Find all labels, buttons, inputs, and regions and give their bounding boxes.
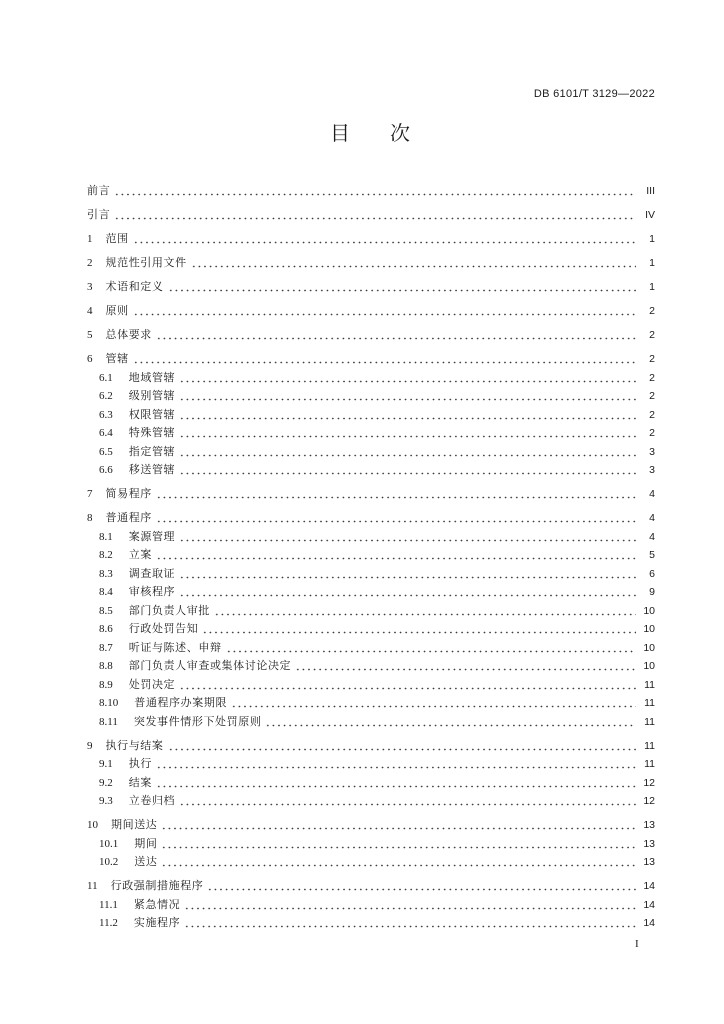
toc-leader-dots [179, 461, 636, 480]
toc-entry-title: 审核程序 [128, 586, 176, 598]
toc-subentry[interactable] [87, 694, 655, 713]
toc-page-number: 11 [644, 758, 655, 770]
toc-entry[interactable] [87, 254, 655, 273]
toc-entry-title: 总体要求 [105, 329, 152, 341]
toc-entry-number: 4 [87, 305, 93, 317]
toc-entry-title: 处罚决定 [128, 678, 176, 691]
toc-entry-number: 6.6 [99, 464, 113, 476]
toc-subentry[interactable] [87, 602, 655, 621]
toc-entry-number: 2 [87, 257, 93, 269]
toc-leader-dots [168, 278, 637, 297]
toc-leader-dots [191, 254, 636, 273]
toc-entry-title: 期间送达 [111, 819, 158, 831]
toc-leader-dots [179, 676, 636, 695]
toc-entry-number: 8.8 [99, 660, 113, 672]
toc-page-number: 2 [649, 427, 655, 439]
toc-entry-number: 10 [87, 819, 98, 831]
toc-subentry[interactable] [87, 443, 655, 462]
toc-leader-dots [202, 620, 636, 639]
toc-page-number: 11 [644, 715, 655, 728]
toc-page-number: 1 [649, 233, 655, 245]
toc-entry-number: 3 [87, 281, 93, 293]
toc-page-number: 13 [643, 856, 655, 868]
toc-entry-title: 特殊管辖 [128, 427, 176, 439]
toc-leader-dots [179, 424, 636, 443]
toc-entry-number: 7 [87, 488, 93, 500]
toc-entry-title: 期间 [134, 837, 158, 850]
toc-page-number: 14 [643, 880, 655, 892]
toc-entry-number: 8.11 [99, 715, 118, 728]
toc-page-number: 3 [649, 464, 655, 476]
toc-entry-number: 9.1 [99, 758, 113, 770]
toc-entry-number: 8.10 [99, 697, 119, 709]
toc-subentry[interactable] [87, 528, 655, 547]
toc-subentry[interactable] [87, 406, 655, 425]
document-code: DB 6101/T 3129—2022 [533, 88, 655, 100]
toc-leader-dots [179, 443, 636, 462]
toc-entry-number: 8.2 [99, 549, 113, 561]
toc-entry-number: 9.3 [99, 795, 113, 807]
toc-subentry[interactable] [87, 565, 655, 584]
toc-leader-dots [168, 737, 637, 756]
toc-leader-dots [179, 528, 636, 547]
toc-subentry[interactable] [87, 792, 655, 811]
toc-page-number: 12 [643, 776, 655, 789]
toc-entry-title: 引言 [87, 209, 111, 221]
toc-entry[interactable] [87, 326, 655, 345]
toc-entry-title: 结案 [128, 776, 152, 789]
toc-leader-dots [184, 896, 636, 915]
toc-leader-dots [156, 546, 636, 565]
toc-entry-number: 6.2 [99, 390, 113, 402]
toc-leader-dots [114, 182, 636, 201]
toc-page-number: 2 [649, 390, 655, 402]
toc-entry[interactable] [87, 230, 655, 249]
toc-entry[interactable] [87, 877, 655, 896]
toc-entry[interactable] [87, 816, 655, 835]
toc-page-number: IV [645, 209, 655, 221]
toc-leader-dots [161, 853, 636, 872]
toc-entry-title: 紧急情况 [133, 898, 181, 911]
toc-entry-title: 实施程序 [133, 917, 181, 929]
toc-entry-title: 管辖 [105, 353, 129, 365]
toc-leader-dots [161, 816, 636, 835]
toc-page-number: 12 [643, 795, 655, 807]
toc-page-number: 14 [643, 898, 655, 911]
toc-leader-dots [231, 694, 636, 713]
toc-entry-number: 6.1 [99, 371, 113, 384]
toc-entry[interactable] [87, 302, 655, 321]
toc-entry-title: 部门负责人审批 [128, 604, 210, 617]
toc-page-number: 11 [644, 739, 655, 752]
toc-leader-dots [214, 602, 636, 621]
toc-subentry[interactable] [87, 853, 655, 872]
toc-entry-number: 6 [87, 353, 93, 365]
toc-entry-number: 8.7 [99, 641, 113, 654]
toc-entry-number: 8.6 [99, 623, 113, 635]
toc-entry-title: 权限管辖 [128, 408, 176, 421]
toc-page-number: 2 [649, 305, 655, 317]
toc-subentry[interactable] [87, 546, 655, 565]
toc-entry-number: 8.1 [99, 530, 113, 543]
toc-leader-dots [156, 509, 636, 528]
toc-page-number: 10 [643, 641, 655, 654]
toc-entry-title: 执行 [128, 758, 152, 770]
toc-subentry[interactable] [87, 676, 655, 695]
toc-page-number: 13 [643, 819, 655, 831]
toc-entry-title: 执行与结案 [105, 739, 164, 752]
toc-entry-title: 送达 [134, 856, 158, 868]
toc-leader-dots [179, 387, 636, 406]
toc-entry-title: 范围 [105, 233, 129, 245]
toc-entry-title: 简易程序 [105, 488, 152, 500]
toc-leader-dots [114, 206, 636, 225]
toc-entry[interactable] [87, 350, 655, 369]
toc-entry-number: 8.5 [99, 604, 113, 617]
toc-page-number: 4 [649, 488, 655, 500]
toc-subentry[interactable] [87, 620, 655, 639]
toc-leader-dots [161, 835, 636, 854]
toc-leader-dots [207, 877, 636, 896]
toc-page-number: 1 [649, 281, 655, 293]
toc-subentry[interactable] [87, 713, 655, 732]
toc-leader-dots [179, 792, 636, 811]
toc-entry-title: 调查取证 [128, 567, 176, 580]
toc-entry[interactable] [87, 509, 655, 528]
toc-leader-dots [156, 485, 636, 504]
toc-page-number: 2 [649, 408, 655, 421]
toc-entry-title: 立卷归档 [128, 795, 176, 807]
toc-page-number: 14 [643, 917, 655, 929]
toc-subentry[interactable] [87, 583, 655, 602]
toc-leader-dots [184, 914, 636, 933]
toc-entry-title: 前言 [87, 185, 111, 197]
toc-entry-number: 9 [87, 739, 93, 752]
toc-entry-number: 9.2 [99, 776, 113, 789]
toc-leader-dots [179, 565, 636, 584]
toc-page-number: 13 [643, 837, 655, 850]
toc-leader-dots [179, 369, 636, 388]
toc-page-number: 5 [649, 549, 655, 561]
toc-entry-title: 普通程序办案期限 [134, 697, 228, 709]
toc-subentry[interactable] [87, 461, 655, 480]
toc-page-number: 10 [643, 604, 655, 617]
toc-page-number: 1 [649, 257, 655, 269]
page-number: I [635, 938, 639, 950]
toc-entry-number: 11.1 [99, 898, 118, 911]
toc-page-number: 11 [644, 697, 655, 709]
page-title: 目 次 [330, 123, 410, 145]
toc-subentry[interactable] [87, 369, 655, 388]
toc-entry-title: 行政强制措施程序 [110, 880, 204, 892]
toc-leader-dots [156, 755, 636, 774]
toc-page-number: 2 [649, 371, 655, 384]
toc-page-number: III [646, 185, 655, 197]
toc-entry[interactable] [87, 737, 655, 756]
toc-leader-dots [295, 657, 636, 676]
toc-subentry[interactable] [87, 639, 655, 658]
toc-page-number: 10 [643, 660, 655, 672]
toc-entry-number: 10.2 [99, 856, 119, 868]
toc-entry-number: 11 [87, 880, 98, 892]
toc-entry-title: 突发事件情形下处罚原则 [133, 715, 262, 728]
toc-subentry[interactable] [87, 387, 655, 406]
toc-leader-dots [156, 774, 636, 793]
toc-entry[interactable] [87, 485, 655, 504]
toc-page-number: 4 [649, 530, 655, 543]
toc-subentry[interactable] [87, 657, 655, 676]
toc-entry-number: 8.9 [99, 678, 113, 691]
toc-subentry[interactable] [87, 914, 655, 933]
toc-entry[interactable] [87, 182, 655, 201]
toc-entry-title: 术语和定义 [105, 281, 164, 293]
toc-leader-dots [265, 713, 636, 732]
toc-page-number: 2 [649, 329, 655, 341]
toc-subentry[interactable] [87, 755, 655, 774]
toc-entry-title: 部门负责人审查或集体讨论决定 [128, 660, 292, 672]
toc-page-number: 10 [643, 623, 655, 635]
toc-page-number: 6 [649, 567, 655, 580]
toc-leader-dots [179, 406, 636, 425]
toc-entry-number: 6.4 [99, 427, 113, 439]
toc-leader-dots [133, 230, 636, 249]
toc-entry-number: 10.1 [99, 837, 119, 850]
toc-entry-title: 规范性引用文件 [105, 257, 187, 269]
toc-leader-dots [133, 302, 636, 321]
toc-leader-dots [156, 326, 636, 345]
toc-leader-dots [226, 639, 636, 658]
table-of-contents [87, 182, 655, 933]
toc-entry-title: 移送管辖 [128, 464, 176, 476]
toc-page-number: 4 [649, 512, 655, 524]
toc-subentry[interactable] [87, 774, 655, 793]
toc-page-number: 9 [649, 586, 655, 598]
toc-entry-title: 行政处罚告知 [128, 623, 199, 635]
toc-page-number: 11 [644, 678, 655, 691]
toc-page-number: 3 [649, 445, 655, 458]
toc-entry-title: 指定管辖 [128, 445, 176, 458]
toc-entry-title: 级别管辖 [128, 390, 176, 402]
toc-entry-number: 6.5 [99, 445, 113, 458]
toc-entry-title: 案源管理 [128, 530, 176, 543]
toc-page-number: 2 [649, 353, 655, 365]
toc-entry-number: 11.2 [99, 917, 118, 929]
toc-leader-dots [179, 583, 636, 602]
toc-entry-number: 8.4 [99, 586, 113, 598]
toc-entry-title: 普通程序 [105, 512, 152, 524]
toc-subentry[interactable] [87, 896, 655, 915]
toc-entry-number: 6.3 [99, 408, 113, 421]
toc-entry-title: 地域管辖 [128, 371, 176, 384]
toc-entry-number: 8.3 [99, 567, 113, 580]
toc-entry-number: 5 [87, 329, 93, 341]
toc-entry-title: 原则 [105, 305, 129, 317]
toc-entry-title: 立案 [128, 549, 152, 561]
toc-entry-number: 8 [87, 512, 93, 524]
toc-subentry[interactable] [87, 424, 655, 443]
toc-entry-title: 听证与陈述、申辩 [128, 641, 222, 654]
toc-entry[interactable] [87, 278, 655, 297]
toc-subentry[interactable] [87, 835, 655, 854]
toc-entry-number: 1 [87, 233, 93, 245]
toc-leader-dots [133, 350, 636, 369]
toc-entry[interactable] [87, 206, 655, 225]
